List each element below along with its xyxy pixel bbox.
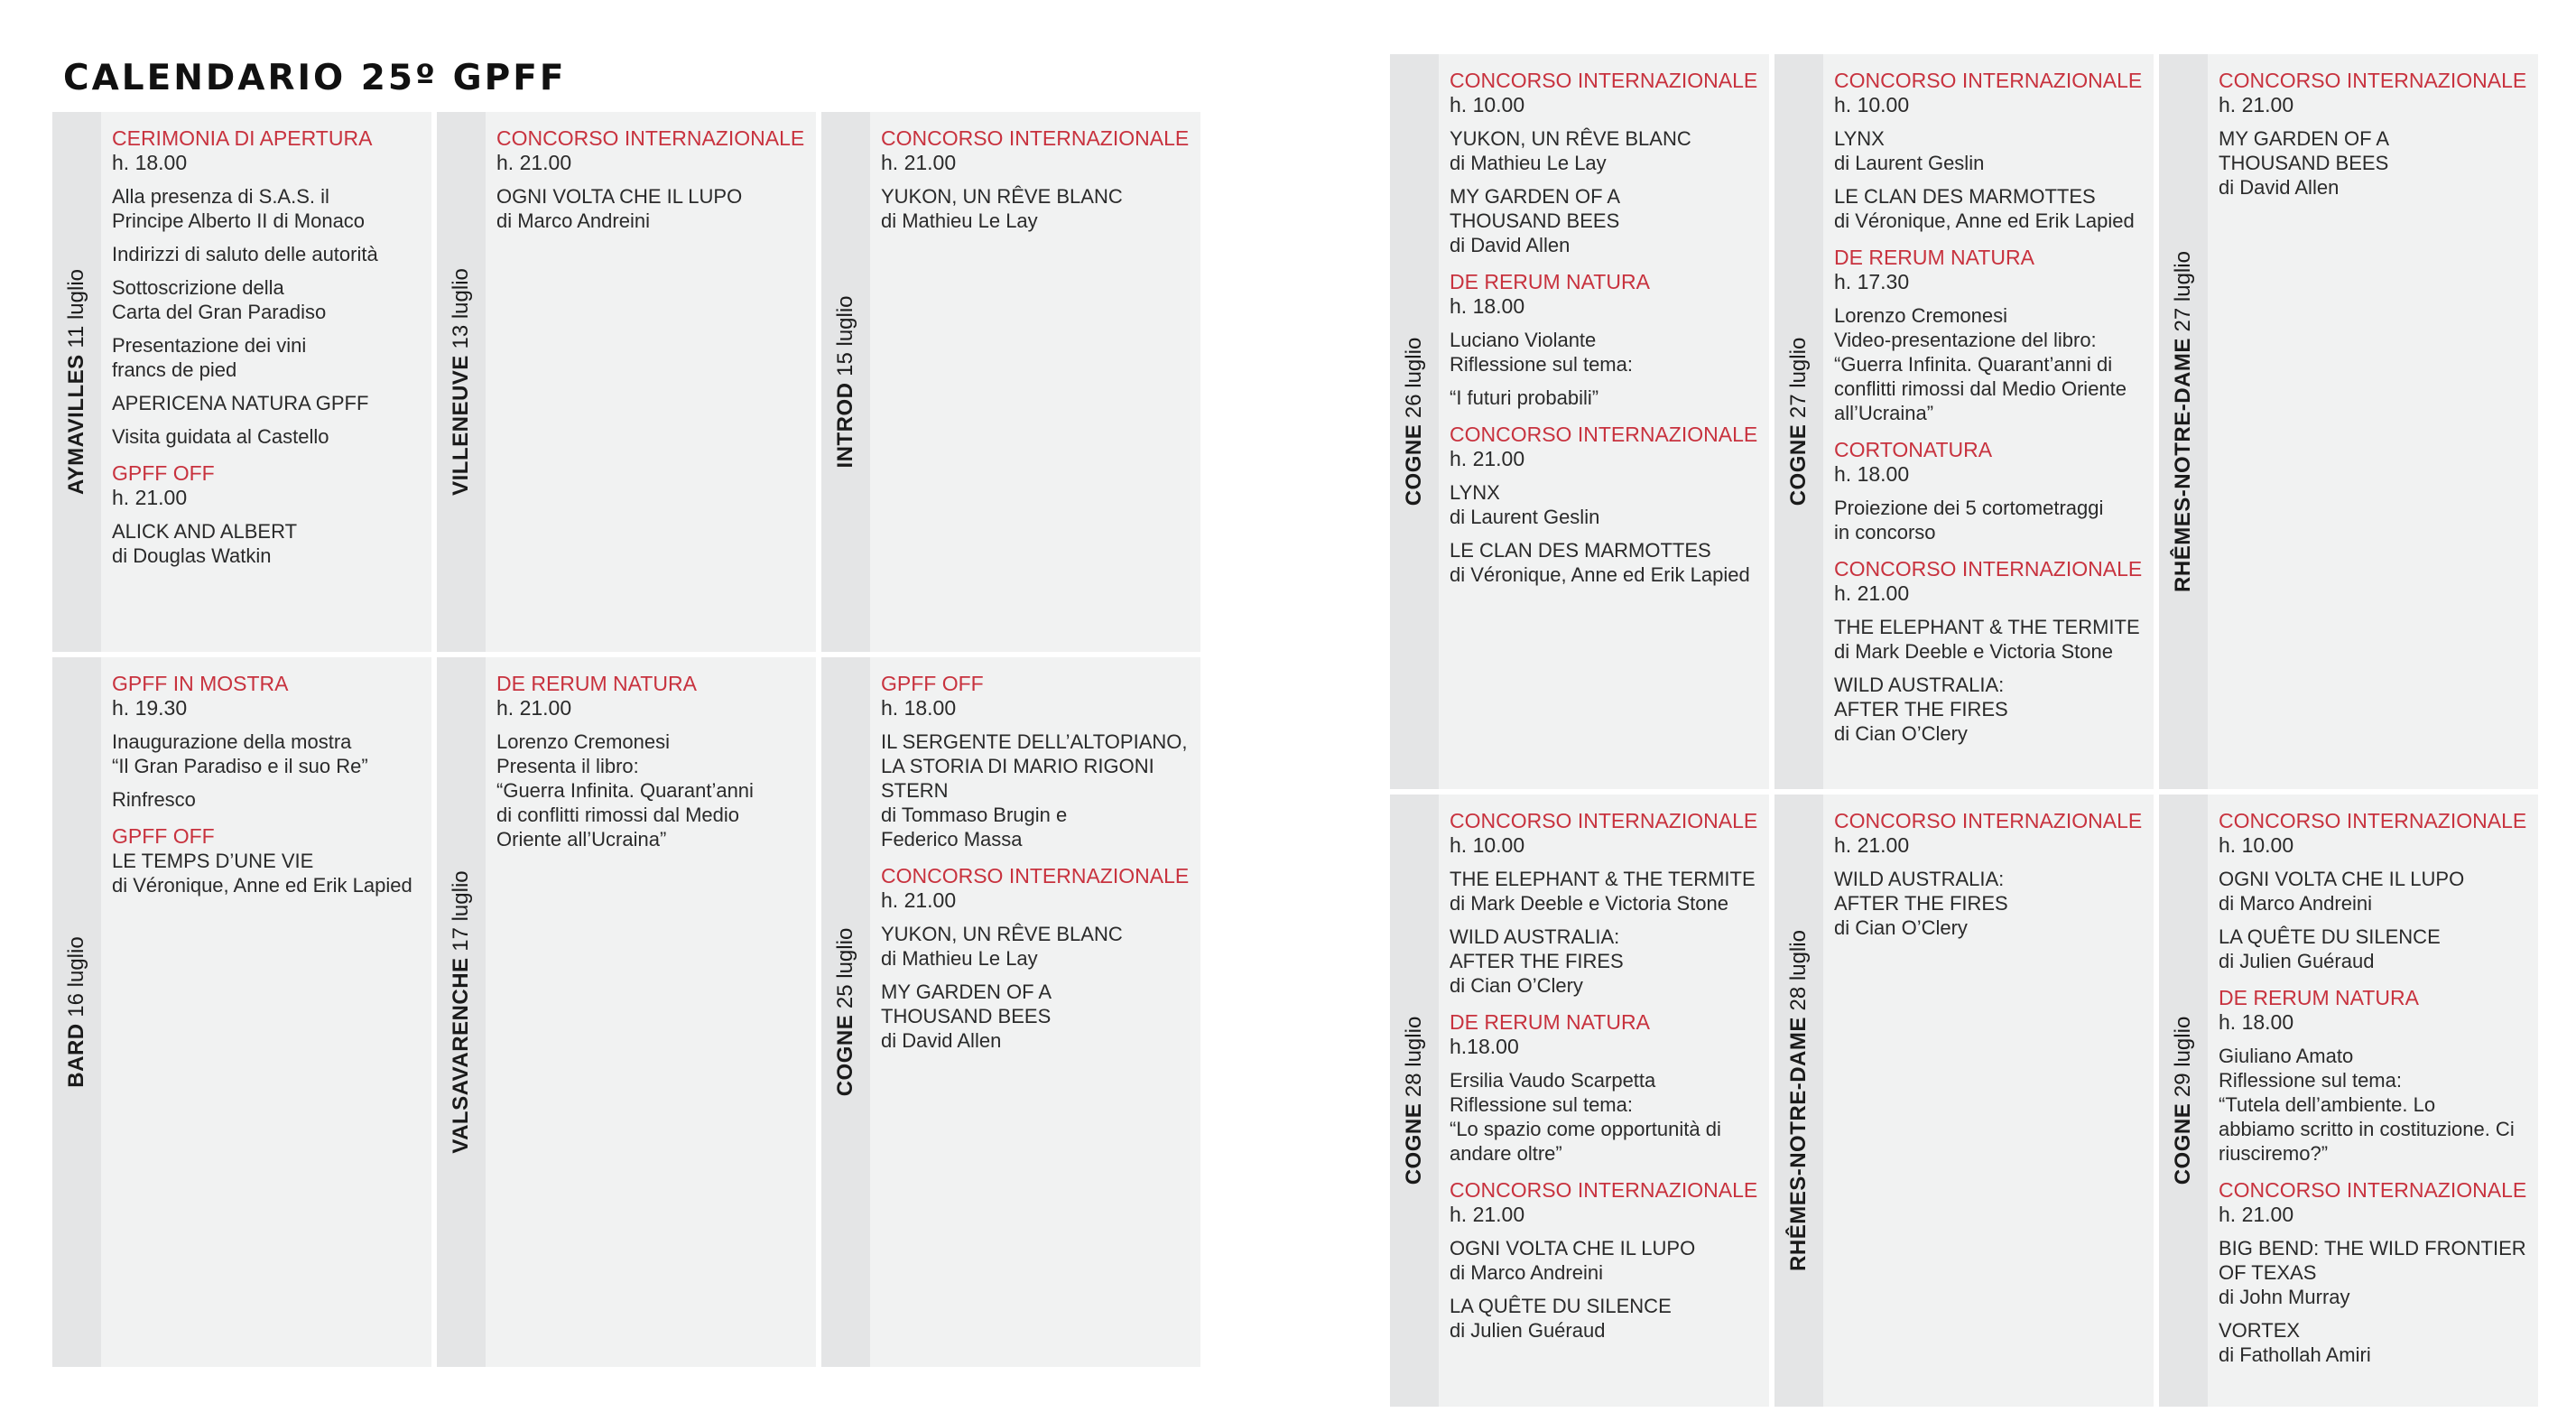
event-time: h. 10.00 bbox=[1834, 93, 1910, 116]
event-block bbox=[2219, 1178, 2527, 1367]
event-block bbox=[496, 126, 805, 233]
day-label bbox=[2171, 1017, 2196, 1185]
event-item: Inaugurazione della mostra “Il Gran Paradiso e il suo Re” bbox=[112, 730, 368, 777]
day-label bbox=[1786, 338, 1812, 507]
event-date: 17 luglio bbox=[449, 870, 473, 952]
event-time: h. 10.00 bbox=[1450, 93, 1525, 116]
event-date: 27 luglio bbox=[1786, 337, 1811, 419]
event-item: IL SERGENTE DELL’ALTOPIANO, LA STORIA DI MARIO RIGONI STERN di Tommaso Brugin e Federico Massa bbox=[881, 730, 1188, 850]
day-cell-rhemes-28 bbox=[1774, 795, 2154, 1407]
event-category: CONCORSO INTERNAZIONALE bbox=[1834, 809, 2143, 832]
day-events bbox=[1439, 795, 1769, 1407]
event-time: h. 19.30 bbox=[112, 696, 188, 720]
day-tab bbox=[437, 112, 486, 652]
event-item: YUKON, UN RÊVE BLANC di Mathieu Le Lay bbox=[881, 185, 1123, 232]
event-item: Indirizzi di saluto delle autorità bbox=[112, 243, 378, 265]
day-tab bbox=[52, 112, 101, 652]
day-events bbox=[1823, 54, 2154, 789]
event-date: 13 luglio bbox=[449, 268, 473, 349]
event-block bbox=[112, 126, 421, 449]
event-date: 28 luglio bbox=[1402, 1016, 1426, 1098]
event-category: CONCORSO INTERNAZIONALE bbox=[881, 864, 1190, 888]
day-label bbox=[64, 269, 89, 495]
event-item: OGNI VOLTA CHE IL LUPO di Marco Andreini bbox=[2219, 868, 2465, 915]
day-cell-aymavilles bbox=[52, 112, 431, 652]
event-block bbox=[881, 672, 1190, 851]
day-label bbox=[1786, 930, 1812, 1271]
event-item: WILD AUSTRALIA: AFTER THE FIRES di Cian O’Clery bbox=[1834, 674, 2008, 745]
day-tab bbox=[437, 657, 486, 1367]
event-block bbox=[112, 672, 421, 812]
day-tab bbox=[1774, 54, 1823, 789]
event-time: h. 21.00 bbox=[1834, 581, 1910, 605]
day-tab bbox=[52, 657, 101, 1367]
event-block bbox=[1834, 809, 2143, 940]
place-name: BARD bbox=[64, 1023, 88, 1088]
event-date: 27 luglio bbox=[2171, 251, 2195, 332]
place-name: RHÊMES-NOTRE-DAME bbox=[1786, 1017, 1811, 1271]
event-item: Alla presenza di S.A.S. il Principe Alberto II di Monaco bbox=[112, 185, 366, 232]
day-cell-cogne-28 bbox=[1390, 795, 1769, 1407]
event-item: THE ELEPHANT & THE TERMITE di Mark Deeble e Victoria Stone bbox=[1450, 868, 1756, 915]
event-block bbox=[112, 461, 421, 568]
event-item: LA QUÊTE DU SILENCE di Julien Guéraud bbox=[1450, 1295, 1672, 1342]
event-time: h. 17.30 bbox=[1834, 270, 1910, 293]
event-time: h. 21.00 bbox=[1450, 447, 1525, 470]
event-item: Lorenzo Cremonesi Presenta il libro: “Guerra Infinita. Quarant’anni di conflitti rimossi dal Medio Oriente all’Ucraina” bbox=[496, 730, 754, 850]
day-events bbox=[870, 657, 1200, 1367]
event-item: LE CLAN DES MARMOTTES di Véronique, Anne ed Erik Lapied bbox=[1834, 185, 2135, 232]
day-cell-rhemes-27 bbox=[2159, 54, 2538, 789]
day-tab bbox=[1390, 54, 1439, 789]
event-category: CONCORSO INTERNAZIONALE bbox=[881, 126, 1190, 150]
day-events bbox=[101, 112, 431, 652]
event-category: GPFF OFF bbox=[881, 672, 984, 695]
event-item: Lorenzo Cremonesi Video-presentazione del libro: “Guerra Infinita. Quarant’anni di conflitti rimossi dal Medio Oriente all’Ucraina” bbox=[1834, 304, 2127, 424]
event-category: DE RERUM NATURA bbox=[1834, 246, 2034, 269]
day-cell-cogne-27 bbox=[1774, 54, 2154, 789]
event-time: h. 21.00 bbox=[496, 151, 572, 174]
event-block bbox=[2219, 69, 2527, 200]
place-name: VILLENEUVE bbox=[449, 355, 473, 496]
event-time: h. 18.00 bbox=[2219, 1010, 2294, 1034]
event-item: LYNX di Laurent Geslin bbox=[1450, 481, 1600, 528]
event-block bbox=[1450, 270, 1758, 410]
event-time: h. 21.00 bbox=[881, 151, 957, 174]
event-category: DE RERUM NATURA bbox=[1450, 1010, 1650, 1034]
day-events bbox=[1439, 54, 1769, 789]
event-item: Presentazione dei vini francs de pied bbox=[112, 334, 307, 381]
day-events bbox=[486, 657, 816, 1367]
day-cell-cogne-25 bbox=[821, 657, 1200, 1367]
day-cell-cogne-26 bbox=[1390, 54, 1769, 789]
day-cell-bard bbox=[52, 657, 431, 1367]
event-time: h. 18.00 bbox=[881, 696, 957, 720]
day-label bbox=[449, 268, 474, 496]
event-time: h. 18.00 bbox=[1450, 294, 1525, 318]
day-events bbox=[101, 657, 431, 1367]
event-category: DE RERUM NATURA bbox=[496, 672, 697, 695]
day-label bbox=[1402, 1017, 1427, 1185]
day-events bbox=[2208, 54, 2538, 789]
day-label bbox=[833, 928, 858, 1097]
event-block bbox=[2219, 809, 2527, 973]
place-name: COGNE bbox=[2171, 1102, 2195, 1185]
event-item: MY GARDEN OF A THOUSAND BEES di David Allen bbox=[881, 981, 1052, 1052]
day-cell-cogne-29 bbox=[2159, 795, 2538, 1407]
event-block bbox=[881, 864, 1190, 1053]
event-block bbox=[1450, 423, 1758, 587]
event-block bbox=[112, 824, 421, 897]
event-block bbox=[1834, 557, 2143, 746]
day-tab bbox=[821, 657, 870, 1367]
event-item: Giuliano Amato Riflessione sul tema: “Tutela dell’ambiente. Lo abbiamo scritto in costituzione. Ci riusciremo?” bbox=[2219, 1045, 2515, 1165]
event-item: APERICENA NATURA GPFF bbox=[112, 392, 369, 414]
place-name: COGNE bbox=[1402, 1102, 1426, 1185]
day-tab bbox=[821, 112, 870, 652]
event-category: CERIMONIA DI APERTURA bbox=[112, 126, 373, 150]
place-name: COGNE bbox=[833, 1014, 857, 1097]
event-category: CONCORSO INTERNAZIONALE bbox=[2219, 1178, 2527, 1202]
page-title: CALENDARIO 25º GPFF bbox=[63, 58, 567, 98]
event-block bbox=[881, 126, 1190, 233]
event-time: h. 21.00 bbox=[1450, 1203, 1525, 1226]
event-item: Proiezione dei 5 cortometraggi in concorso bbox=[1834, 497, 2104, 544]
event-date: 15 luglio bbox=[833, 295, 857, 376]
event-time: h. 21.00 bbox=[2219, 1203, 2294, 1226]
day-tab bbox=[2159, 54, 2208, 789]
event-block bbox=[2219, 986, 2527, 1166]
event-date: 26 luglio bbox=[1402, 337, 1426, 419]
event-item: BIG BEND: THE WILD FRONTIER OF TEXAS di John Murray bbox=[2219, 1237, 2526, 1308]
event-date: 16 luglio bbox=[64, 936, 88, 1018]
event-category: DE RERUM NATURA bbox=[1450, 270, 1650, 293]
event-block bbox=[1834, 69, 2143, 233]
day-events bbox=[486, 112, 816, 652]
event-category: CONCORSO INTERNAZIONALE bbox=[1450, 809, 1758, 832]
event-item: Rinfresco bbox=[112, 788, 196, 811]
event-item: Luciano Violante Riflessione sul tema: bbox=[1450, 329, 1633, 376]
event-item: MY GARDEN OF A THOUSAND BEES di David Allen bbox=[1450, 185, 1621, 256]
event-block bbox=[1834, 438, 2143, 544]
event-time: h. 21.00 bbox=[112, 486, 188, 509]
event-item: OGNI VOLTA CHE IL LUPO di Marco Andreini bbox=[1450, 1237, 1696, 1284]
event-item: YUKON, UN RÊVE BLANC di Mathieu Le Lay bbox=[881, 923, 1123, 970]
event-item: Visita guidata al Castello bbox=[112, 425, 329, 448]
event-item: LE TEMPS D’UNE VIE di Véronique, Anne ed Erik Lapied bbox=[112, 850, 412, 897]
day-events bbox=[870, 112, 1200, 652]
event-category: GPFF IN MOSTRA bbox=[112, 672, 289, 695]
event-category: GPFF OFF bbox=[112, 824, 215, 848]
event-block bbox=[1450, 809, 1758, 998]
event-item: Sottoscrizione della Carta del Gran Paradiso bbox=[112, 276, 327, 323]
event-item: “I futuri probabili” bbox=[1450, 386, 1599, 409]
event-item: LYNX di Laurent Geslin bbox=[1834, 127, 1985, 174]
event-item: LE CLAN DES MARMOTTES di Véronique, Anne ed Erik Lapied bbox=[1450, 539, 1750, 586]
event-category: CONCORSO INTERNAZIONALE bbox=[1834, 69, 2143, 92]
event-block bbox=[1450, 1010, 1758, 1166]
day-label bbox=[1402, 338, 1427, 507]
day-cell-introd bbox=[821, 112, 1200, 652]
event-time: h. 10.00 bbox=[2219, 833, 2294, 857]
event-time: h. 21.00 bbox=[496, 696, 572, 720]
event-category: CONCORSO INTERNAZIONALE bbox=[1450, 423, 1758, 446]
day-events bbox=[1823, 795, 2154, 1407]
event-time: h. 10.00 bbox=[1450, 833, 1525, 857]
event-item: OGNI VOLTA CHE IL LUPO di Marco Andreini bbox=[496, 185, 743, 232]
day-label bbox=[449, 870, 474, 1153]
place-name: AYMAVILLES bbox=[64, 354, 88, 495]
event-block bbox=[496, 672, 805, 851]
event-category: CONCORSO INTERNAZIONALE bbox=[496, 126, 805, 150]
event-date: 11 luglio bbox=[64, 269, 88, 349]
day-label bbox=[833, 295, 858, 468]
event-item: WILD AUSTRALIA: AFTER THE FIRES di Cian O’Clery bbox=[1450, 925, 1624, 997]
event-category: CONCORSO INTERNAZIONALE bbox=[1450, 1178, 1758, 1202]
event-time: h. 18.00 bbox=[112, 151, 188, 174]
day-label bbox=[64, 936, 89, 1087]
event-item: MY GARDEN OF A THOUSAND BEES di David Allen bbox=[2219, 127, 2390, 199]
day-cell-valsavarenche bbox=[437, 657, 816, 1367]
place-name: VALSAVARENCHE bbox=[449, 957, 473, 1154]
day-tab bbox=[1390, 795, 1439, 1407]
place-name: RHÊMES-NOTRE-DAME bbox=[2171, 338, 2195, 592]
place-name: INTROD bbox=[833, 382, 857, 469]
day-events bbox=[2208, 795, 2538, 1407]
day-label bbox=[2171, 251, 2196, 592]
event-date: 29 luglio bbox=[2171, 1016, 2195, 1098]
event-category: CONCORSO INTERNAZIONALE bbox=[1834, 557, 2143, 581]
event-time: h. 21.00 bbox=[2219, 93, 2294, 116]
place-name: COGNE bbox=[1786, 423, 1811, 507]
event-category: CONCORSO INTERNAZIONALE bbox=[1450, 69, 1758, 92]
event-date: 25 luglio bbox=[833, 927, 857, 1009]
event-time: h. 18.00 bbox=[1834, 462, 1910, 486]
day-cell-villeneuve bbox=[437, 112, 816, 652]
event-item: THE ELEPHANT & THE TERMITE di Mark Deeble e Victoria Stone bbox=[1834, 616, 2140, 663]
place-name: COGNE bbox=[1402, 423, 1426, 507]
event-category: GPFF OFF bbox=[112, 461, 215, 485]
day-tab bbox=[1774, 795, 1823, 1407]
event-item: ALICK AND ALBERT di Douglas Watkin bbox=[112, 520, 298, 567]
event-category: CONCORSO INTERNAZIONALE bbox=[2219, 809, 2527, 832]
event-time: h.18.00 bbox=[1450, 1035, 1519, 1058]
event-item: LA QUÊTE DU SILENCE di Julien Guéraud bbox=[2219, 925, 2441, 972]
event-category: CONCORSO INTERNAZIONALE bbox=[2219, 69, 2527, 92]
event-item: WILD AUSTRALIA: AFTER THE FIRES di Cian O’Clery bbox=[1834, 868, 2008, 939]
event-date: 28 luglio bbox=[1786, 930, 1811, 1011]
event-block bbox=[1450, 1178, 1758, 1343]
event-category: CORTONATURA bbox=[1834, 438, 1993, 461]
day-tab bbox=[2159, 795, 2208, 1407]
event-item: VORTEX di Fathollah Amiri bbox=[2219, 1319, 2371, 1366]
event-block bbox=[1834, 246, 2143, 425]
event-item: Ersilia Vaudo Scarpetta Riflessione sul tema: “Lo spazio come opportunità di andare oltre” bbox=[1450, 1069, 1721, 1165]
event-time: h. 21.00 bbox=[881, 888, 957, 912]
event-block bbox=[1450, 69, 1758, 257]
event-time: h. 21.00 bbox=[1834, 833, 1910, 857]
event-item: YUKON, UN RÊVE BLANC di Mathieu Le Lay bbox=[1450, 127, 1691, 174]
event-category: DE RERUM NATURA bbox=[2219, 986, 2419, 1009]
